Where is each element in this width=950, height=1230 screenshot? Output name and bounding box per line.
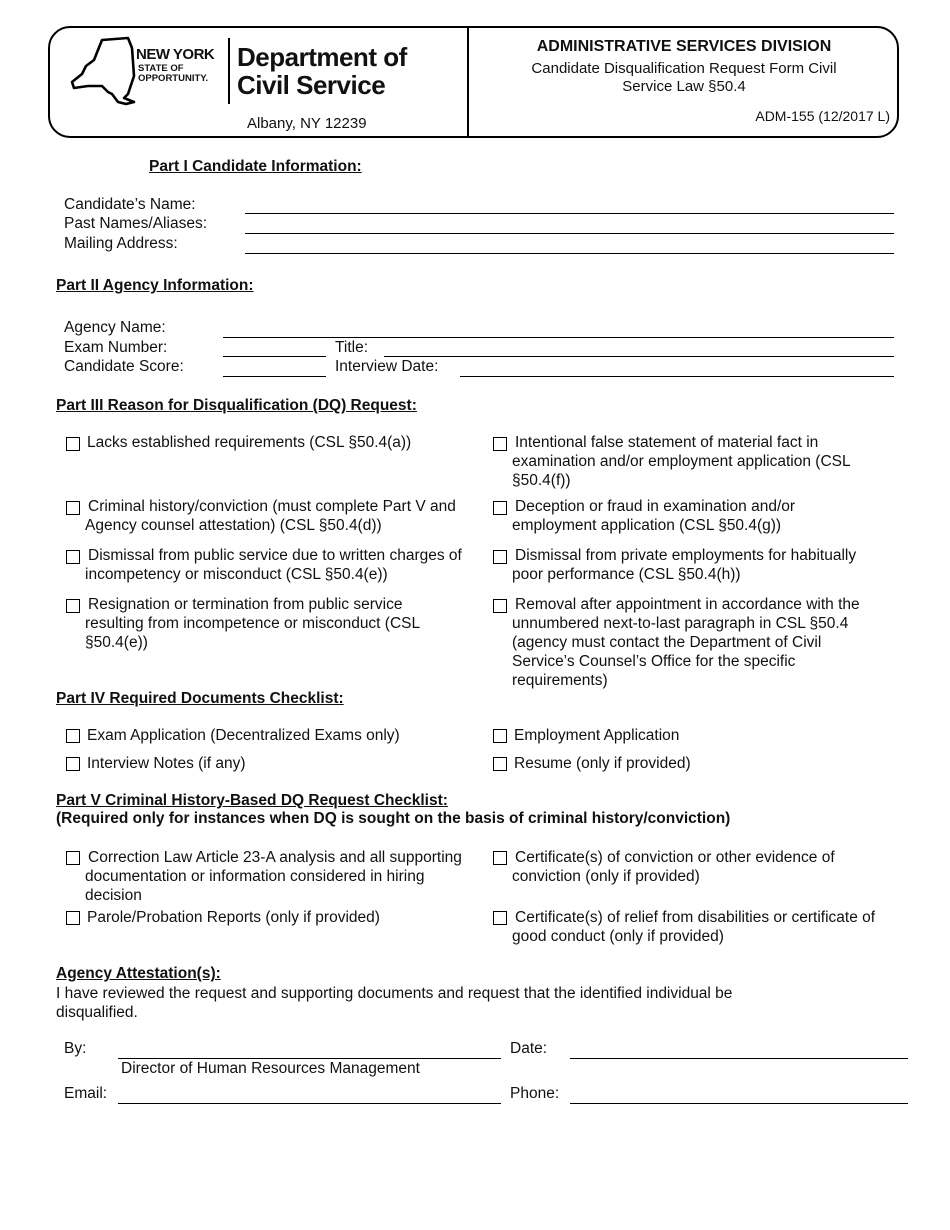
- part2-heading: Part II Agency Information:: [56, 277, 254, 294]
- ch-article-23a-label: Correction Law Article 23-A analysis and all supporting documentation or information considered in hiring decision: [85, 849, 462, 904]
- dq-deception-fraud-label: Deception or fraud in examination and/or employment application (CSL §50.4(g)): [512, 498, 796, 534]
- part5-subheading: (Required only for instances when DQ is sought on the basis of criminal history/conviction): [56, 810, 731, 827]
- attestation-statement: I have reviewed the request and supporting documents and request that the identified individual be disqualified.: [56, 985, 733, 1021]
- doc-exam-application-checkbox[interactable]: [66, 729, 80, 743]
- dept-name-line1: Department of: [237, 42, 407, 72]
- part4-heading: Part IV Required Documents Checklist:: [56, 690, 344, 707]
- attestation-heading: Agency Attestation(s):: [56, 965, 221, 982]
- header-divider: [467, 27, 469, 137]
- ch-certificate-conviction-checkbox[interactable]: [493, 851, 507, 865]
- dq-criminal-history-checkbox[interactable]: [66, 501, 80, 515]
- form-code: ADM-155 (12/2017 L): [755, 108, 890, 124]
- interview-date-label: Interview Date:: [335, 358, 439, 375]
- mailing-address-label: Mailing Address:: [64, 235, 178, 252]
- ch-certificate-relief-label: Certificate(s) of relief from disabilities or certificate of good conduct (only if provided): [512, 909, 876, 945]
- form-title-line1: Candidate Disqualification Request Form Civil: [531, 60, 837, 77]
- dq-dismissal-private-label: Dismissal from private employments for habitually poor performance (CSL §50.4(h)): [512, 547, 857, 583]
- title-field[interactable]: [384, 356, 894, 357]
- doc-interview-notes-label: Interview Notes (if any): [87, 755, 246, 772]
- exam-number-field[interactable]: [223, 356, 326, 357]
- dq-dismissal-public-label: Dismissal from public service due to written charges of incompetency or misconduct (CSL §50.4(e)): [85, 547, 462, 583]
- ny-logo-line2: OPPORTUNITY.: [138, 73, 209, 84]
- dq-removal-after-appointment-label: Removal after appointment in accordance with the unnumbered next-to-last paragraph in CSL §50.4 (agency must contact the Department of Civil Service’s Counsel’s Office for the specific requirements): [512, 596, 860, 689]
- doc-interview-notes-checkbox[interactable]: [66, 757, 80, 771]
- part5-heading: Part V Criminal History-Based DQ Request Checklist:: [56, 792, 448, 809]
- ch-parole-probation-checkbox[interactable]: [66, 911, 80, 925]
- mailing-address-field[interactable]: [245, 253, 894, 254]
- dq-resignation-label: Resignation or termination from public service resulting from incompetence or misconduct (CSL §50.4(e)): [85, 596, 420, 651]
- candidate-name-field[interactable]: [245, 213, 894, 214]
- ch-article-23a-checkbox[interactable]: [66, 851, 80, 865]
- part1-heading: Part I Candidate Information:: [149, 158, 362, 175]
- candidate-score-label: Candidate Score:: [64, 358, 184, 375]
- dq-lacks-requirements-label: Lacks established requirements (CSL §50.4(a)): [87, 434, 412, 451]
- dq-lacks-requirements-checkbox[interactable]: [66, 437, 80, 451]
- date-label: Date:: [510, 1040, 548, 1057]
- candidate-score-field[interactable]: [223, 376, 326, 377]
- signature-field[interactable]: [118, 1058, 501, 1059]
- ch-certificate-conviction-label: Certificate(s) of conviction or other evidence of conviction (only if provided): [512, 849, 835, 885]
- ch-parole-probation-label: Parole/Probation Reports (only if provided): [87, 909, 380, 926]
- phone-field[interactable]: [570, 1103, 908, 1104]
- ch-certificate-relief-checkbox[interactable]: [493, 911, 507, 925]
- by-label: By:: [64, 1040, 87, 1057]
- part3-heading: Part III Reason for Disqualification (DQ) Request:: [56, 397, 417, 414]
- ny-logo-line1: STATE OF: [138, 63, 184, 74]
- email-field[interactable]: [118, 1103, 501, 1104]
- interview-date-field[interactable]: [460, 376, 894, 377]
- past-names-label: Past Names/Aliases:: [64, 215, 207, 232]
- past-names-field[interactable]: [245, 233, 894, 234]
- dq-removal-after-appointment-checkbox[interactable]: [493, 599, 507, 613]
- dq-deception-fraud-checkbox[interactable]: [493, 501, 507, 515]
- ny-logo-name: NEW YORK: [136, 46, 215, 63]
- doc-exam-application-label: Exam Application (Decentralized Exams only): [87, 727, 400, 744]
- candidate-name-label: Candidate’s Name:: [64, 196, 196, 213]
- form-title-line2: Service Law §50.4: [622, 78, 746, 95]
- dq-false-statement-checkbox[interactable]: [493, 437, 507, 451]
- dq-dismissal-public-checkbox[interactable]: [66, 550, 80, 564]
- new-york-state-map-icon: [68, 36, 136, 106]
- dept-address: Albany, NY 12239: [247, 115, 367, 132]
- division-title: ADMINISTRATIVE SERVICES DIVISION: [536, 38, 832, 55]
- dept-name-line2: Civil Service: [237, 70, 386, 100]
- doc-resume-label: Resume (only if provided): [514, 755, 691, 772]
- email-label: Email:: [64, 1085, 108, 1102]
- doc-employment-application-checkbox[interactable]: [493, 729, 507, 743]
- logo-divider: [228, 38, 230, 104]
- doc-resume-checkbox[interactable]: [493, 757, 507, 771]
- doc-employment-application-label: Employment Application: [514, 727, 680, 744]
- dq-false-statement-label: Intentional false statement of material fact in examination and/or employment application (CSL §50.4(f)): [512, 434, 851, 489]
- dq-criminal-history-label: Criminal history/conviction (must complete Part V and Agency counsel attestation) (CSL §50.4(d)): [85, 498, 456, 534]
- date-field[interactable]: [570, 1058, 908, 1059]
- agency-name-field[interactable]: [223, 337, 894, 338]
- dq-dismissal-private-checkbox[interactable]: [493, 550, 507, 564]
- signer-title: Director of Human Resources Management: [121, 1060, 420, 1077]
- phone-label: Phone:: [510, 1085, 560, 1102]
- agency-name-label: Agency Name:: [64, 319, 166, 336]
- dq-resignation-checkbox[interactable]: [66, 599, 80, 613]
- exam-number-label: Exam Number:: [64, 339, 168, 356]
- title-label: Title:: [335, 339, 369, 356]
